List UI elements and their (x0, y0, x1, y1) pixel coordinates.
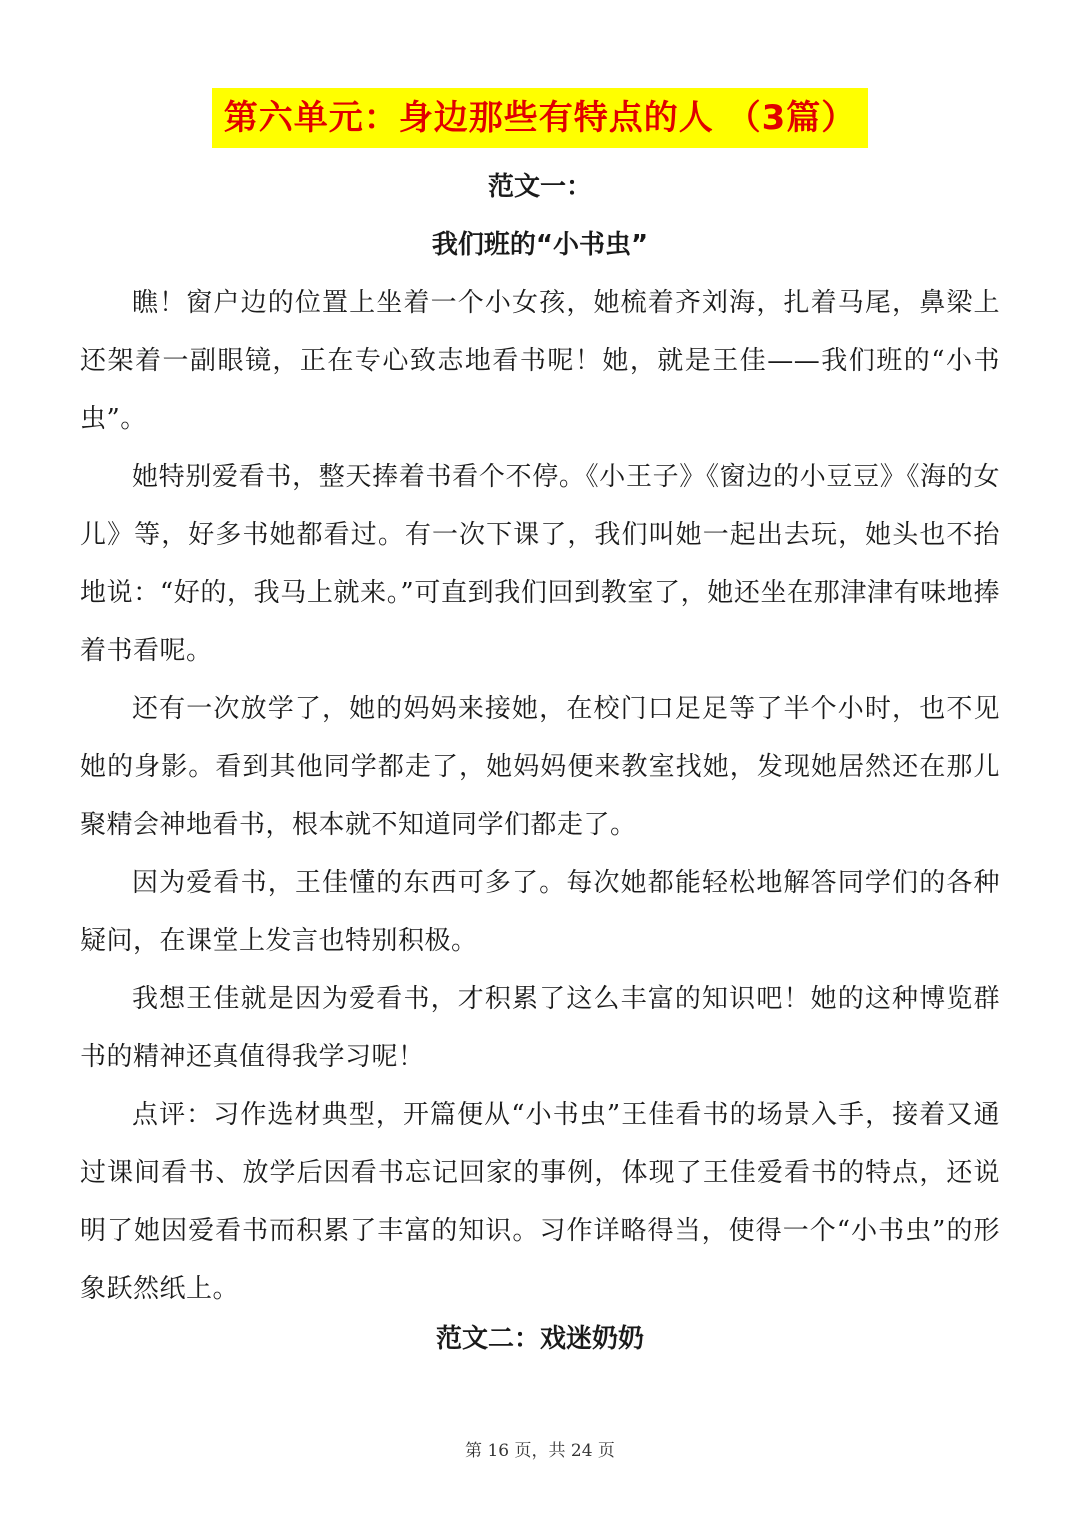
paragraph: 她特别爱看书，整天捧着书看个不停。《小王子》《窗边的小豆豆》《海的女儿》等，好多书她都看过。有一次下课了，我们叫她一起出去玩，她头也不抬地说：“好的，我马上就来。”可直到我们回到教室了，她还坐在那津津有味地捧着书看呢。 (80, 462, 1000, 666)
essay-1-body (80, 274, 1000, 1318)
review-paragraph: 点评：习作选材典型，开篇便从“小书虫”王佳看书的场景入手，接着又通过课间看书、放学后因看书忘记回家的事例，体现了王佳爱看书的特点，还说明了她因爱看书而积累了丰富的知识。习作详略得当，使得一个“小书虫”的形象跃然纸上。 (80, 1100, 1000, 1304)
page-number-footer: 第 16 页，共 24 页 (465, 1441, 615, 1461)
unit-title: 第六单元：身边那些有特点的人 （3篇） (212, 88, 869, 148)
essay-1-label: 范文一： (487, 172, 592, 202)
paragraph: 瞧！窗户边的位置上坐着一个小女孩，她梳着齐刘海，扎着马尾，鼻梁上还架着一副眼镜，正在专心致志地看书呢！她，就是王佳——我们班的“小书虫”。 (80, 288, 1000, 434)
paragraph: 因为爱看书，王佳懂的东西可多了。每次她都能轻松地解答同学们的各种疑问，在课堂上发言也特别积极。 (80, 868, 1000, 956)
unit-title-container (0, 88, 1080, 148)
paragraph: 还有一次放学了，她的妈妈来接她，在校门口足足等了半个小时，也不见她的身影。看到其他同学都走了，她妈妈便来教室找她，发现她居然还在那儿聚精会神地看书，根本就不知道同学们都走了。 (80, 694, 1000, 840)
essay-1-title: 我们班的“小书虫” (431, 230, 649, 260)
essay-2-label: 范文二：戏迷奶奶 (435, 1324, 644, 1354)
paragraph: 我想王佳就是因为爱看书，才积累了这么丰富的知识吧！她的这种博览群书的精神还真值得我学习呢！ (80, 984, 1000, 1072)
